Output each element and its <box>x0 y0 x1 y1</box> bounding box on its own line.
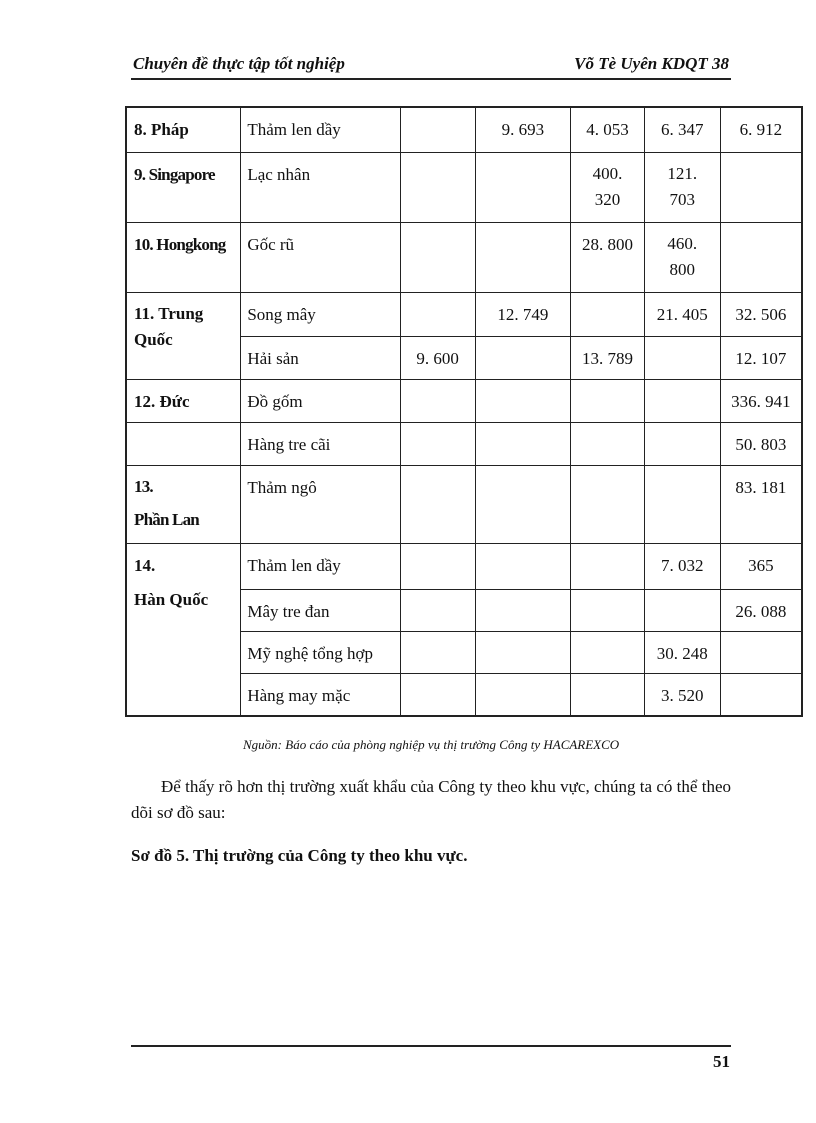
value-cell <box>400 292 475 336</box>
value-cell <box>400 631 475 673</box>
value-cell <box>400 379 475 422</box>
diagram-caption: Sơ đồ 5. Thị trường của Công ty theo khu vực. <box>131 846 468 865</box>
value-cell: 460. 800 <box>644 222 720 292</box>
body-paragraph: Để thấy rõ hơn thị trường xuất khẩu của Công ty theo khu vực, chúng ta có thể theo dõi sơ đồ sau: <box>131 777 731 822</box>
value-cell: 26. 088 <box>720 589 802 631</box>
page-header <box>131 52 731 80</box>
value-cell: 121. 703 <box>644 152 720 222</box>
value-cell <box>400 543 475 589</box>
value-cell: 336. 941 <box>720 379 802 422</box>
value-cell <box>475 422 571 465</box>
value-cell <box>475 379 571 422</box>
value-cell <box>571 589 645 631</box>
value-cell <box>475 336 571 379</box>
value-cell <box>644 336 720 379</box>
table-row <box>126 422 802 465</box>
product-cell: Mây tre đan <box>241 589 400 631</box>
value-cell <box>400 422 475 465</box>
product-cell: Gốc rũ <box>241 222 400 292</box>
country-name: 11. Trung Quốc <box>134 303 204 349</box>
value-cell: 13. 789 <box>571 336 645 379</box>
product-cell: Thảm len dầy <box>241 107 400 152</box>
value-cell: 7. 032 <box>644 543 720 589</box>
value-cell <box>475 152 571 222</box>
value-cell <box>720 673 802 716</box>
value-cell <box>475 465 571 543</box>
header-title: Chuyên đề thực tập tốt nghiệp <box>133 54 345 73</box>
table-row <box>126 292 802 336</box>
value-cell <box>571 422 645 465</box>
value-cell <box>720 222 802 292</box>
value-cell <box>475 673 571 716</box>
product-cell: Hàng tre cãi <box>241 422 400 465</box>
product-cell: Song mây <box>241 292 400 336</box>
country-cell: 13. Phần Lan <box>126 465 241 543</box>
product-cell: Thảm len dầy <box>241 543 400 589</box>
value-cell <box>400 107 475 152</box>
value-cell <box>400 465 475 543</box>
table-row <box>126 107 802 152</box>
value-cell <box>644 465 720 543</box>
value-cell <box>644 422 720 465</box>
value-cell: 6. 347 <box>644 107 720 152</box>
value-cell <box>720 152 802 222</box>
value-cell <box>475 543 571 589</box>
product-cell: Hải sản <box>241 336 400 379</box>
value-cell <box>400 673 475 716</box>
export-market-table <box>125 106 803 717</box>
value-cell: 9. 600 <box>400 336 475 379</box>
table-row <box>126 152 802 222</box>
value-cell: 365 <box>720 543 802 589</box>
value-cell <box>571 379 645 422</box>
table-row <box>126 465 802 543</box>
value-cell <box>571 465 645 543</box>
country-cell <box>126 292 241 379</box>
header-author: Võ Tè Uyên KDQT 38 <box>574 54 729 73</box>
value-cell: 400. 320 <box>571 152 645 222</box>
value-cell <box>475 222 571 292</box>
product-cell: Đồ gốm <box>241 379 400 422</box>
value-cell <box>475 631 571 673</box>
value-cell: 3. 520 <box>644 673 720 716</box>
value-cell: 50. 803 <box>720 422 802 465</box>
product-cell: Thảm ngô <box>241 465 400 543</box>
value-cell <box>720 631 802 673</box>
table-row <box>126 222 802 292</box>
value-cell: 32. 506 <box>720 292 802 336</box>
country-cell: 14. Hàn Quốc <box>126 543 241 716</box>
country-cell: 10. Hongkong <box>126 222 241 292</box>
value-cell <box>400 222 475 292</box>
value-cell: 9. 693 <box>475 107 571 152</box>
table-row <box>126 379 802 422</box>
value-cell: 21. 405 <box>644 292 720 336</box>
value-cell: 12. 107 <box>720 336 802 379</box>
value-cell: 12. 749 <box>475 292 571 336</box>
product-cell: Hàng may mặc <box>241 673 400 716</box>
table-row <box>126 543 802 589</box>
value-cell <box>400 152 475 222</box>
footer-divider <box>131 1045 731 1047</box>
country-cell <box>126 422 241 465</box>
value-cell <box>475 589 571 631</box>
product-cell: Lạc nhân <box>241 152 400 222</box>
value-cell <box>400 589 475 631</box>
value-cell <box>644 379 720 422</box>
value-cell <box>571 292 645 336</box>
country-cell: 8. Pháp <box>126 107 241 152</box>
value-cell: 30. 248 <box>644 631 720 673</box>
product-cell: Mỹ nghệ tổng hợp <box>241 631 400 673</box>
value-cell: 83. 181 <box>720 465 802 543</box>
value-cell <box>571 673 645 716</box>
value-cell <box>571 543 645 589</box>
source-note: Nguồn: Báo cáo của phòng nghiệp vụ thị trường Công ty HACAREXCO <box>243 737 620 752</box>
page-number: 51 <box>713 1052 730 1071</box>
country-cell: 9. Singapore <box>126 152 241 222</box>
value-cell: 6. 912 <box>720 107 802 152</box>
value-cell <box>644 589 720 631</box>
value-cell <box>571 631 645 673</box>
country-cell: 12. Đức <box>126 379 241 422</box>
value-cell: 28. 800 <box>571 222 645 292</box>
value-cell: 4. 053 <box>571 107 645 152</box>
